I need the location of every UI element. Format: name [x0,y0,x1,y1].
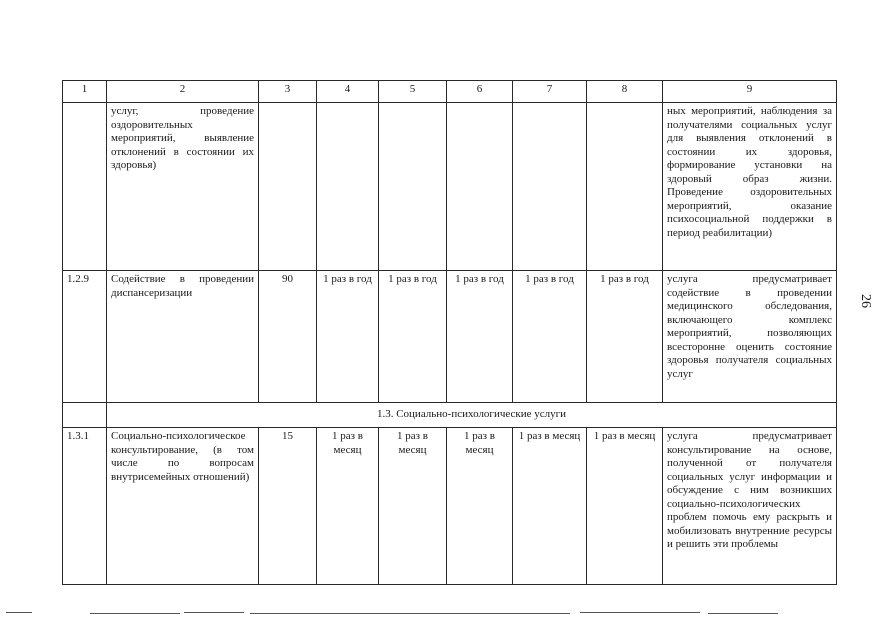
count-cell [259,103,317,271]
column-number: 1 [63,81,107,103]
row-number-cell [63,403,107,428]
column-number: 2 [107,81,259,103]
scan-edge-line [90,613,180,614]
page-number: 26 [858,294,873,308]
count-value: 15 [259,428,317,585]
scan-edge-line [250,613,570,614]
frequency-value: 1 раз в месяц [513,428,587,585]
service-description: услуга предусматривает консультирование на основе, полученной от получателя социальных услуг информации и обсуждение с ним возникших социально-психологических проблем помочь ему раскрыть и мобилизовать внутренние ресурсы и решить эти проблемы [663,428,837,585]
service-name: услуг, проведение оздоровительных мероприятий, выявление отклонений в состоянии их здоровья) [107,103,259,271]
frequency-value: 1 раз в месяц [447,428,513,585]
table-row-continued [63,103,837,271]
scan-edge-line [184,612,244,613]
section-row [63,403,837,428]
frequency-cell [587,103,663,271]
frequency-value: 1 раз в месяц [317,428,379,585]
frequency-value: 1 раз в месяц [587,428,663,585]
table-row [63,428,837,585]
service-description: услуга предусматривает содействие в проведении медицинского обследования, включающего комплекс мероприятий, позволяющих всесторонне оценить состояние здоровья получателя социальных услуг [663,271,837,403]
row-number: 1.3.1 [63,428,107,585]
column-number: 8 [587,81,663,103]
service-name: Содействие в проведении диспансеризации [107,271,259,403]
frequency-cell [447,103,513,271]
services-table [62,80,837,585]
section-title: 1.3. Социально-психологические услуги [107,403,837,428]
row-number-cell [63,103,107,271]
column-number: 5 [379,81,447,103]
scan-edge-line [708,613,778,614]
count-value: 90 [259,271,317,403]
frequency-cell [379,103,447,271]
column-number: 6 [447,81,513,103]
frequency-value: 1 раз в год [513,271,587,403]
column-number: 7 [513,81,587,103]
service-description: ных мероприятий, наблюдения за получателями социальных услуг для выявления отклонений в состоянии их здоровья, формирование установки на здоровый образ жизни. Проведение оздоровительных мероприятий, оказание психосоциальной поддержки в период реабилитации) [663,103,837,271]
frequency-value: 1 раз в год [317,271,379,403]
frequency-value: 1 раз в месяц [379,428,447,585]
scan-edge-line [580,612,700,613]
scan-edge-line [6,612,32,613]
column-number: 4 [317,81,379,103]
column-number: 3 [259,81,317,103]
frequency-cell [513,103,587,271]
service-name: Социально-психологическое консультирование, (в том числе по вопросам внутрисемейных отношений) [107,428,259,585]
frequency-value: 1 раз в год [379,271,447,403]
row-number: 1.2.9 [63,271,107,403]
table-row [63,271,837,403]
frequency-value: 1 раз в год [587,271,663,403]
frequency-cell [317,103,379,271]
frequency-value: 1 раз в год [447,271,513,403]
column-number-row [63,81,837,103]
column-number: 9 [663,81,837,103]
